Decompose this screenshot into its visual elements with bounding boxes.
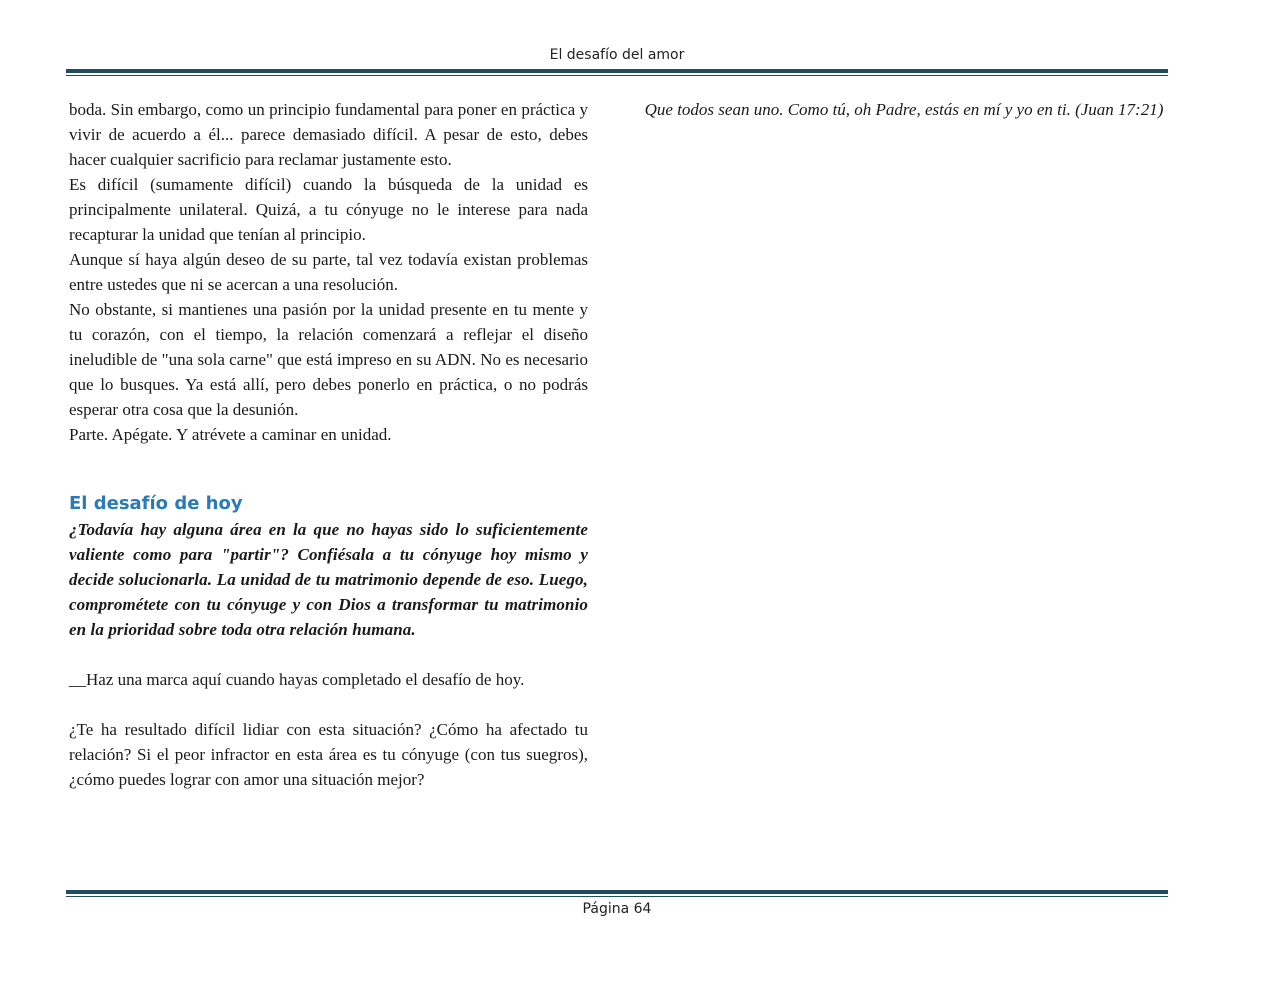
body-paragraph: No obstante, si mantienes una pasión por la unidad presente en tu mente y tu corazón, con el tiempo, la relación comenzará a reflejar el diseño ineludible de "una sola carne" que está impreso en su ADN. No es necesario que lo busques. Ya está allí, pero debes ponerlo en práctica, o no podrás esperar otra cosa que la desunión. [69, 300, 588, 419]
running-header: El desafío del amor [549, 47, 685, 63]
header-rule [66, 69, 1168, 76]
page-number: Página 64 [582, 901, 652, 917]
section-title: El desafío de hoy [69, 493, 243, 514]
left-column [69, 97, 588, 792]
reflection-questions: ¿Te ha resultado difícil lidiar con esta situación? ¿Cómo ha afectado tu relación? Si el peor infractor en esta área es tu cónyuge (con tus suegros), ¿cómo puedes lograr con amor una situación mejor? [69, 720, 588, 789]
body-paragraph: boda. Sin embargo, como un principio fundamental para poner en práctica y vivir de acuerdo a él... parece demasiado difícil. A pesar de esto, debes hacer cualquier sacrificio para reclamar justamente esto. [69, 100, 588, 169]
right-column [642, 97, 1166, 122]
body-paragraph: Es difícil (sumamente difícil) cuando la búsqueda de la unidad es principalmente unilateral. Quizá, a tu cónyuge no le interese para nada recapturar la unidad que tenían al principio. [69, 175, 588, 244]
challenge-text: ¿Todavía hay alguna área en la que no hayas sido lo suficientemente valiente como para "partir"? Confiésala a tu cónyuge hoy mismo y decide solucionarla. La unidad de tu matrimonio depende de eso. Luego, comprométete con tu cónyuge y con Dios a transformar tu matrimonio en la prioridad sobre toda otra relación humana. [69, 520, 588, 639]
scripture-quote: Que todos sean uno. Como tú, oh Padre, estás en mí y yo en ti. (Juan 17:21) [644, 100, 1164, 119]
checkmark-line: __Haz una marca aquí cuando hayas completado el desafío de hoy. [69, 670, 525, 689]
body-paragraph: Aunque sí haya algún deseo de su parte, tal vez todavía existan problemas entre ustedes que ni se acercan a una resolución. [69, 250, 588, 294]
body-paragraph: Parte. Apégate. Y atrévete a caminar en unidad. [69, 425, 392, 444]
footer-rule [66, 890, 1168, 897]
